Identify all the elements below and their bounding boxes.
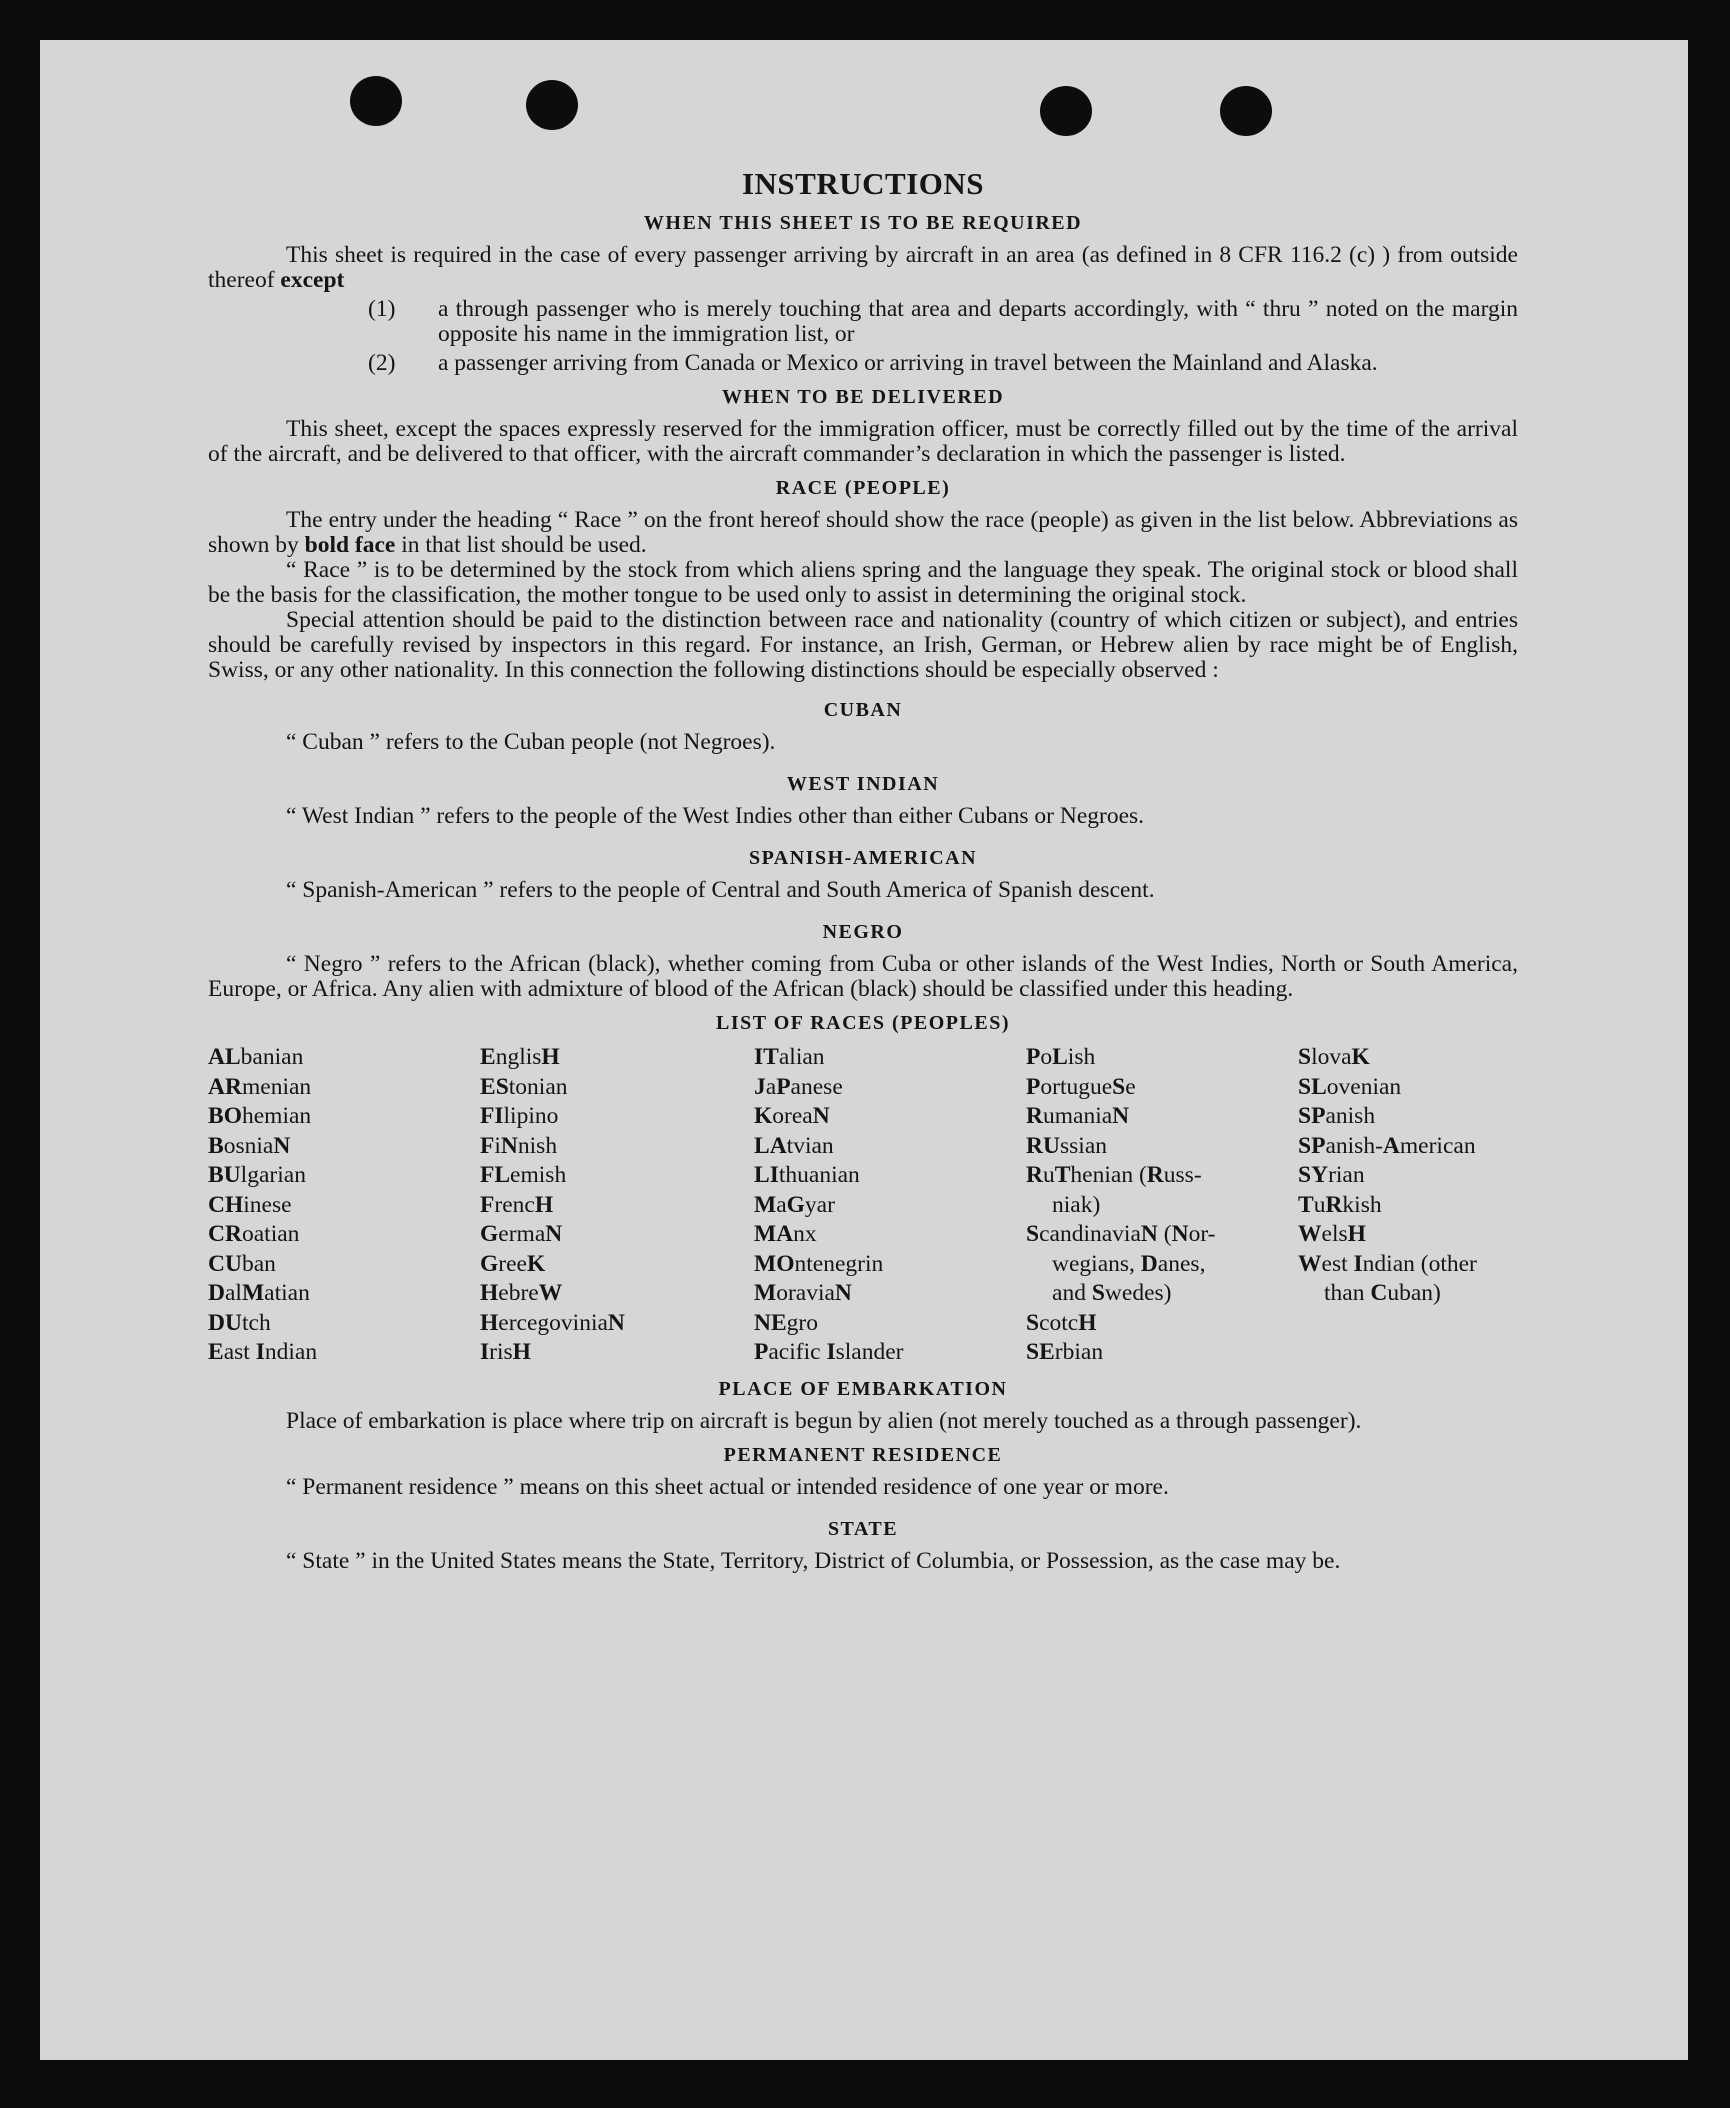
race-entry: CRoatian: [208, 1221, 300, 1247]
race-entry: niak): [1052, 1191, 1101, 1218]
race-entry: [1298, 1309, 1518, 1339]
heading-spanish-american: SPANISH-AMERICAN: [748, 847, 978, 869]
race-entry: BosniaN: [208, 1132, 291, 1159]
race-entry: BUlgarian: [208, 1162, 306, 1188]
race-entry: MAnx: [754, 1221, 817, 1247]
race-entry: SErbian: [1026, 1339, 1104, 1365]
race-entry: TuRkish: [1298, 1191, 1382, 1218]
race-entry: SLovenian: [1298, 1073, 1402, 1100]
race-entry: RUssian: [1026, 1132, 1107, 1159]
race-entry: FIlipino: [480, 1103, 559, 1129]
heading-negro: NEGRO: [822, 921, 904, 943]
heading-cuban: CUBAN: [823, 699, 903, 721]
race-entry: [1298, 1338, 1518, 1368]
race-entry: CUban: [208, 1250, 276, 1277]
west-indian-text: “ West Indian ” refers to the people of the West Indies other than either Cubans or Negroes.: [286, 803, 1145, 829]
race-entry: Pacific Islander: [754, 1339, 904, 1365]
heading-required: WHEN THIS SHEET IS TO BE REQUIRED: [643, 212, 1083, 234]
heading-race: RACE (PEOPLE): [775, 477, 951, 499]
race-entry: ALbanian: [208, 1044, 304, 1070]
heading-list-of-races: LIST OF RACES (PEOPLES): [715, 1012, 1010, 1034]
race-entry: PortugueSe: [1026, 1073, 1136, 1100]
race-entry: BOhemian: [208, 1103, 312, 1129]
race-entry: NEgro: [754, 1309, 818, 1336]
race-entry: West Indian (other: [1298, 1250, 1477, 1277]
race-entry: SPanish: [1298, 1103, 1376, 1129]
race-entry: IrisH: [480, 1339, 531, 1365]
race-paragraph-3: Special attention should be paid to the distinction between race and nationality (country of which citizen or subject), and entries should be carefully revised by inspectors in this regard. For instance, an Irish, German, or Hebrew alien by race might be of English, Swiss, or any other nationality. In this connection the following distinctions should be especially observed :: [208, 607, 1518, 683]
race-entry: RuThenian (Russ-: [1026, 1162, 1202, 1188]
race-entry: RumaniaN: [1026, 1103, 1130, 1129]
race-entry: CHinese: [208, 1191, 292, 1218]
punch-hole: [1220, 86, 1272, 136]
race-entry: ScandinaviaN (Nor-: [1026, 1221, 1216, 1247]
race-entry: HebreW: [480, 1280, 563, 1306]
delivered-text: This sheet, except the spaces expressly reserved for the immigration officer, must be correctly filled out by the time of the arrival of the aircraft, and be delivered to that officer, with the aircraft commander’s declaration in which the passenger is listed.: [208, 416, 1518, 467]
race-entry: EStonian: [480, 1073, 568, 1100]
race-paragraph-2: “ Race ” is to be determined by the stock from which aliens spring and the language they speak. The original stock or blood shall be the basis for the classification, the mother tongue to be used only to assist in determining the original stock.: [208, 557, 1518, 608]
state-text: “ State ” in the United States means the State, Territory, District of Columbia, or Possession, as the case may be.: [286, 1547, 1341, 1574]
heading-west-indian: WEST INDIAN: [786, 773, 940, 795]
race-entry: SPanish-American: [1298, 1132, 1476, 1159]
list-item: (1) a through passenger who is merely touching that area and departs accordingly, with “ thru ” noted on the margin opposite his name in the immigration list, or: [368, 296, 1518, 347]
residence-text: “ Permanent residence ” means on this sheet actual or intended residence of one year or more.: [286, 1473, 1169, 1500]
punch-hole: [1040, 86, 1092, 136]
race-entry: FLemish: [480, 1162, 567, 1188]
race-entry: DUtch: [208, 1309, 271, 1336]
race-entry: DalMatian: [208, 1280, 310, 1306]
race-entry: WelsH: [1298, 1221, 1366, 1247]
required-intro: This sheet is required in the case of every passenger arriving by aircraft in an area (as defined in 8 CFR 116.2 (c) ) from outside thereof except: [208, 242, 1518, 293]
race-entry: ARmenian: [208, 1073, 312, 1100]
race-entry: GreeK: [480, 1250, 546, 1277]
heading-delivered: WHEN TO BE DELIVERED: [721, 386, 1005, 408]
race-entry: wegians, Danes,: [1052, 1250, 1206, 1277]
race-entry: LAtvian: [754, 1132, 834, 1159]
negro-text: “ Negro ” refers to the African (black), whether coming from Cuba or other islands of the West Indies, North or South America, Europe, or Africa. Any alien with admixture of blood of the African (black) should be classified under this heading.: [208, 951, 1518, 1002]
race-entry: ITalian: [754, 1044, 825, 1070]
races-list: [208, 1043, 1518, 1368]
punch-hole: [526, 80, 578, 130]
race-entry: ScotcH: [1026, 1309, 1097, 1336]
punch-hole: [350, 76, 402, 126]
race-entry: MoraviaN: [754, 1280, 852, 1306]
race-entry: HercegoviniaN: [480, 1309, 625, 1336]
embarkation-text: Place of embarkation is place where trip on aircraft is begun by alien (not merely touched as a through passenger).: [286, 1407, 1362, 1434]
race-entry: MaGyar: [754, 1191, 835, 1218]
race-entry: FrencH: [480, 1191, 554, 1218]
race-entry: SlovaK: [1298, 1044, 1370, 1070]
race-entry: SYrian: [1298, 1162, 1365, 1188]
race-entry: East Indian: [208, 1339, 318, 1365]
race-entry: than Cuban): [1324, 1280, 1441, 1306]
instructions-content: [208, 162, 1518, 1574]
heading-state: STATE: [827, 1517, 899, 1540]
race-entry: GermaN: [480, 1221, 563, 1247]
race-entry: PoLish: [1026, 1044, 1096, 1070]
spanish-american-text: “ Spanish-American ” refers to the people of Central and South America of Spanish descent.: [286, 877, 1155, 903]
race-entry: FiNnish: [480, 1132, 558, 1159]
race-entry: and Swedes): [1052, 1280, 1172, 1306]
race-entry: MOntenegrin: [754, 1250, 884, 1277]
heading-residence: PERMANENT RESIDENCE: [723, 1443, 1003, 1466]
cuban-text: “ Cuban ” refers to the Cuban people (not Negroes).: [286, 729, 776, 755]
heading-embarkation: PLACE OF EMBARKATION: [718, 1377, 1008, 1400]
list-item: (2) a passenger arriving from Canada or Mexico or arriving in travel between the Mainland and Alaska.: [368, 350, 1378, 376]
race-entry: JaPanese: [754, 1073, 843, 1100]
race-entry: KoreaN: [754, 1103, 830, 1129]
race-entry: LIthuanian: [754, 1162, 860, 1188]
race-entry: EnglisH: [480, 1044, 560, 1070]
page-title: INSTRUCTIONS: [741, 166, 984, 201]
race-paragraph-1: The entry under the heading “ Race ” on the front hereof should show the race (people) as given in the list below. Abbreviations as shown by bold face in that list should be used.: [208, 507, 1518, 558]
